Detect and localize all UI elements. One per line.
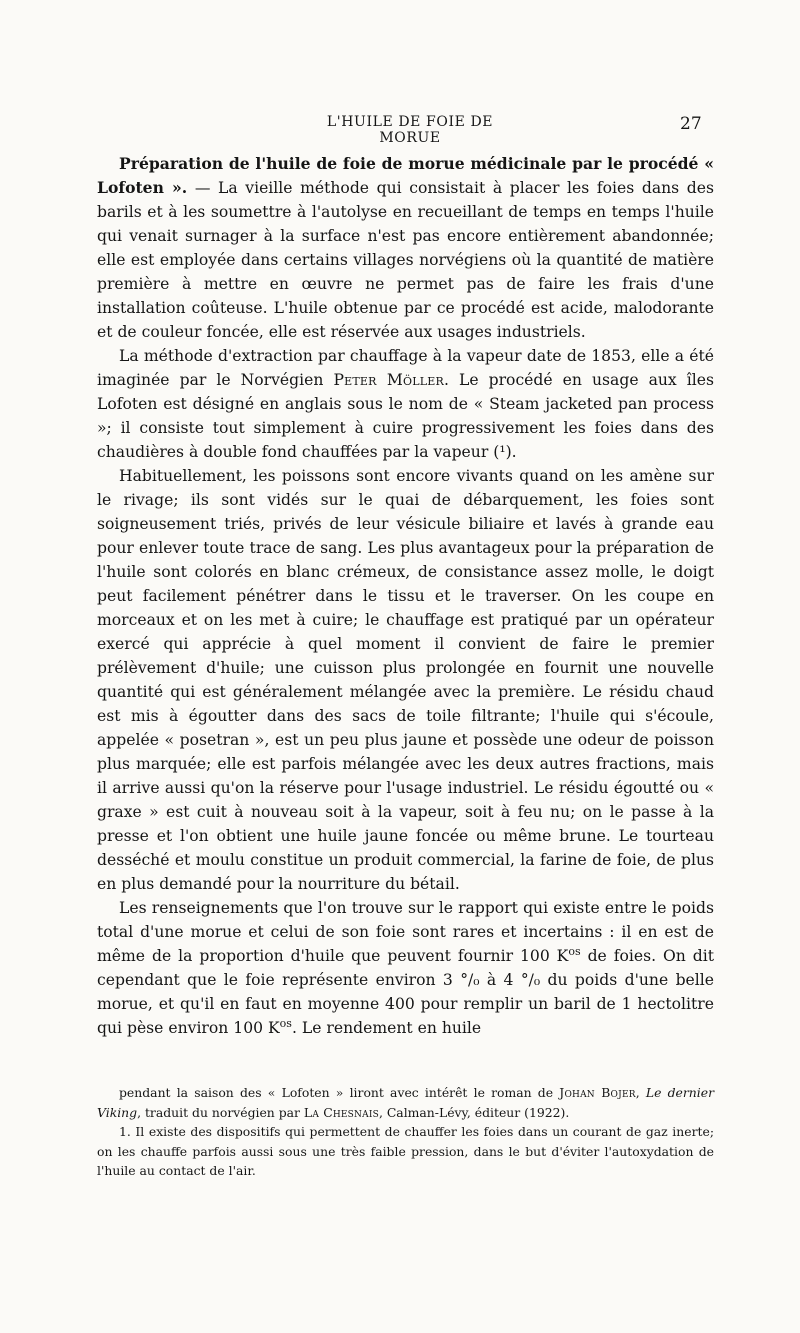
paragraph-steam-method	[97, 344, 714, 464]
paragraph-text: de foies. On dit cependant que le foie représente environ 3 °/₀ à 4 °/₀ du poids d'une belle morue, et qu'il en faut en moyenne 400 pour remplir un baril de 1 hectolitre qui pèse environ 100 K	[97, 947, 715, 1037]
paragraph-text: — La vieille méthode qui consistait à placer les foies dans des barils et à les soumettre à l'autolyse en recueillant de temps en temps l'huile qui venait surnager à la surface n'est pas encore entièrement abandonnée; elle est employée dans certains villages norvégiens où la quantité de matière première à mettre en œuvre ne permet pas de faire les frais d'une installation coûteuse. L'huile obtenue par ce procédé est acide, malodorante et de couleur foncée, elle est réservée aux usages industriels.	[97, 179, 714, 341]
paragraph-process: Habituellement, les poissons sont encore vivants quand on les amène sur le rivage; ils sont vidés sur le quai de débarquement, les foies sont soigneusement triés, privés de leur vésicule biliaire et lavés à grande eau pour enlever toute trace de sang. Les plus avantageux pour la préparation de l'huile sont colorés en blanc crémeux, de consistance assez molle, le doigt peut facilement pénétrer dans le tissu et le traverser. On les coupe en morceaux et on les met à cuire; le chauffage est pratiqué par un opérateur exercé qui apprécie à quel moment il convient de faire le premier prélèvement d'huile; une cuisson plus prolongée en fournit une nouvelle quantité qui est généralement mélangée avec la première. Le résidu chaud est mis à égoutter dans des sacs de toile filtrante; l'huile qui s'écoule, appelée « posetran », est un peu plus jaune et possède une odeur de poisson plus marquée; elle est parfois mélangée avec les deux autres fractions, mais il arrive aussi qu'on la réserve pour l'usage industriel. Le résidu égoutté ou « graxe » est cuit à nouveau soit à la vapeur, soit à feu nu; on le passe à la presse et l'on obtient une huile jaune foncée ou même brune. Le tourteau desséché et moulu constitue un produit commercial, la farine de foie, de plus en plus demandé pour la nourriture du bétail.	[97, 467, 714, 893]
footnote-1: 1. Il existe des dispositifs qui permettent de chauffer les foies dans un courant de gaz inerte; on les chauffe parfois aussi sous une très faible pression, dans le but d'éviter l'autoxydation de l'huile au contact de l'air.	[97, 1124, 714, 1179]
paragraph-text: . Le rendement en huile	[291, 1019, 482, 1037]
paragraph-lofoten-method	[97, 152, 714, 344]
footnote-text: ,	[635, 1085, 646, 1100]
person-name: Peter Möller	[333, 371, 444, 389]
translator-name: La Chesnais	[303, 1104, 379, 1120]
paragraph-text: . Le procédé en usage aux îles Lofoten est désigné en anglais sous le nom de « Steam jacketed pan process »; il consiste tout simplement à cuire progressivement les foies dans des chaudières à double fond chauffées par la vapeur (¹).	[97, 371, 714, 461]
author-name: Johan Bojer	[559, 1085, 636, 1100]
page-number: 27	[680, 114, 702, 134]
paragraph-text: La méthode d'extraction par chauffage à la vapeur date de 1853, elle a été imaginée par le Norvégien	[97, 347, 714, 389]
footnote-text: , Calman-Lévy, éditeur (1922).	[378, 1104, 570, 1120]
unit-superscript: os	[568, 944, 581, 958]
footnote-continuation	[97, 1083, 714, 1122]
footnote-text: , traduit du norvégien par	[137, 1104, 304, 1120]
unit-superscript: os	[279, 1016, 292, 1030]
footnotes	[97, 1083, 714, 1181]
paragraph-text: Les renseignements que l'on trouve sur le rapport qui existe entre le poids total d'une morue et celui de son foie sont rares et incertains : il en est de même de la proportion d'huile que peuvent fournir 100 K	[97, 899, 714, 965]
section-heading: Préparation de l'huile de foie de morue médicinale par le procédé « Lofoten ».	[97, 154, 714, 197]
main-text	[97, 152, 714, 1040]
paragraph-yield	[97, 896, 714, 1040]
running-header: L'HUILE DE FOIE DE MORUE	[326, 114, 494, 146]
book-title: Le dernier Viking	[97, 1085, 714, 1120]
footnote-text: pendant la saison des « Lofoten » liront avec intérêt le roman de	[119, 1085, 560, 1100]
